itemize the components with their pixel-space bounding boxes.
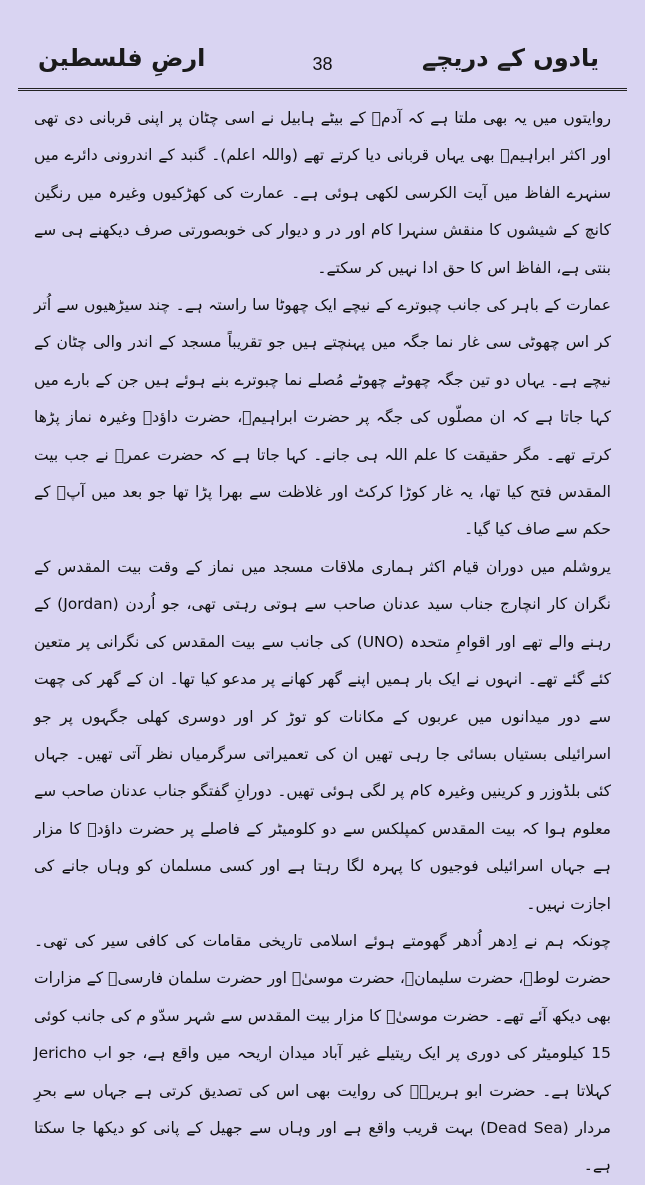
paragraph: یروشلم میں دوران قیام اکثر ہماری ملاقات مسجد میں نماز کے وقت بیت المقدس کے نگران کار انچارج جناب سید عدنان صاحب سے ہوتی رہتی تھی، جو اُردن (Jordan) کے رہنے والے تھے اور اقوامِ متحدہ (UNO) کی جانب سے بیت المقدس کی نگرانی پر متعین کئے گئے تھے۔ انہوں نے ایک بار ہمیں اپنے گھر کھانے پر مدعو کیا تھا۔ ان کے گھر کی چھت سے دور میدانوں میں عربوں کے مکانات کو توڑ کر اور دوسری کھلی جگہوں پر جو اسرائیلی بستیاں بسائی جا رہی تھیں ان کی تعمیراتی سرگرمیاں نظر آتی تھیں۔ جہاں کئی بلڈوزر و کرینیں وغیرہ کام پر لگی ہوئی تھیں۔ دورانِ گفتگو جناب عدنان صاحب سے معلوم ہوا کہ بیت المقدس کمپلکس سے دو کلومیٹر کے فاصلے پر حضرت داؤدؑ کا مزار ہے جہاں اسرائیلی فوجیوں کا پہرہ لگا رہتا ہے اور کسی مسلمان کو وہاں جانے کی اجازت نہیں۔ [34,557,611,913]
paragraph: روایتوں میں یہ بھی ملتا ہے کہ آدمؑ کے بیٹے ہابیل نے اسی چٹان پر اپنی قربانی دی تھی اور اکثر ابراہیمؑ بھی یہاں قربانی دیا کرتے تھے (واللہ اعلم)۔ گنبد کے اندرونی دائرے میں سنہرے الفاظ میں آیت الکرسی لکھی ہوئی ہے۔ عمارت کی کھڑکیوں وغیرہ میں رنگین کانچ کے شیشوں کا منقش سنہرا کام اور در و دیوار کی خوبصورتی صرف دیکھنے ہی سے بنتی ہے، الفاظ اس کا حق ادا نہیں کر سکتے۔ [34,109,611,277]
paragraph: عمارت کے باہر کی جانب چبوترے کے نیچے ایک چھوٹا سا راستہ ہے۔ چند سیڑھیوں سے اُتر کر اس چھوٹی سی غار نما جگہ میں پہنچتے ہیں جو تقریباً مسجد کے اندر والی چٹان کے نیچے ہے۔ یہاں دو تین جگہ چھوٹے چھوٹے مُصلے نما چبوترے بنے ہوئے ہیں جن کے بارے میں کہا جاتا ہے کہ ان مصلّوں کی جگہ پر حضرت ابراہیمؑ، حضرت داؤدؑ وغیرہ نماز پڑھا کرتے تھے۔ مگر حقیقت کا علم اللہ ہی جانے۔ کہا جاتا ہے کہ حضرت عمرؓ نے جب بیت المقدس فتح کیا تھا، یہ غار کوڑا کرکٹ اور غلاظت سے بھرا پڑا تھا جو بعد میں آپؓ کے حکم سے صاف کیا گیا۔ [34,296,611,539]
page-number: 38 [312,54,333,74]
header-divider [18,88,627,91]
page-body [34,100,611,1175]
page-header [24,40,621,84]
chapter-title: ارضِ فلسطین [38,44,206,72]
paragraph: چونکہ ہم نے اِدھر اُدھر گھومتے ہوئے اسلامی تاریخی مقامات کی کافی سیر کی تھی۔ حضرت لوطؑ، حضرت سلیمانؑ، حضرت موسیٰؑ اور حضرت سلمان فارسیؓ کے مزارات بھی دیکھ آئے تھے۔ حضرت موسیٰؑ کا مزار بیت المقدس سے شہر سدّو م کی جانب کوئی 15 کیلومیٹر کی دوری پر ایک ریتیلے غیر آباد میدان اریحہ میں واقع ہے، جو اب Jericho کہلاتا ہے۔ حضرت ابو ہریرہؓ کی روایت بھی اس کی تصدیق کرتی ہے جہاں سے بحرِ مردار (Dead Sea) بہت قریب واقع ہے اور وہاں سے جھیل کے پانی کو دیکھا جا سکتا ہے۔ [34,931,611,1175]
book-title: یادوں کے دریچے [422,44,599,72]
